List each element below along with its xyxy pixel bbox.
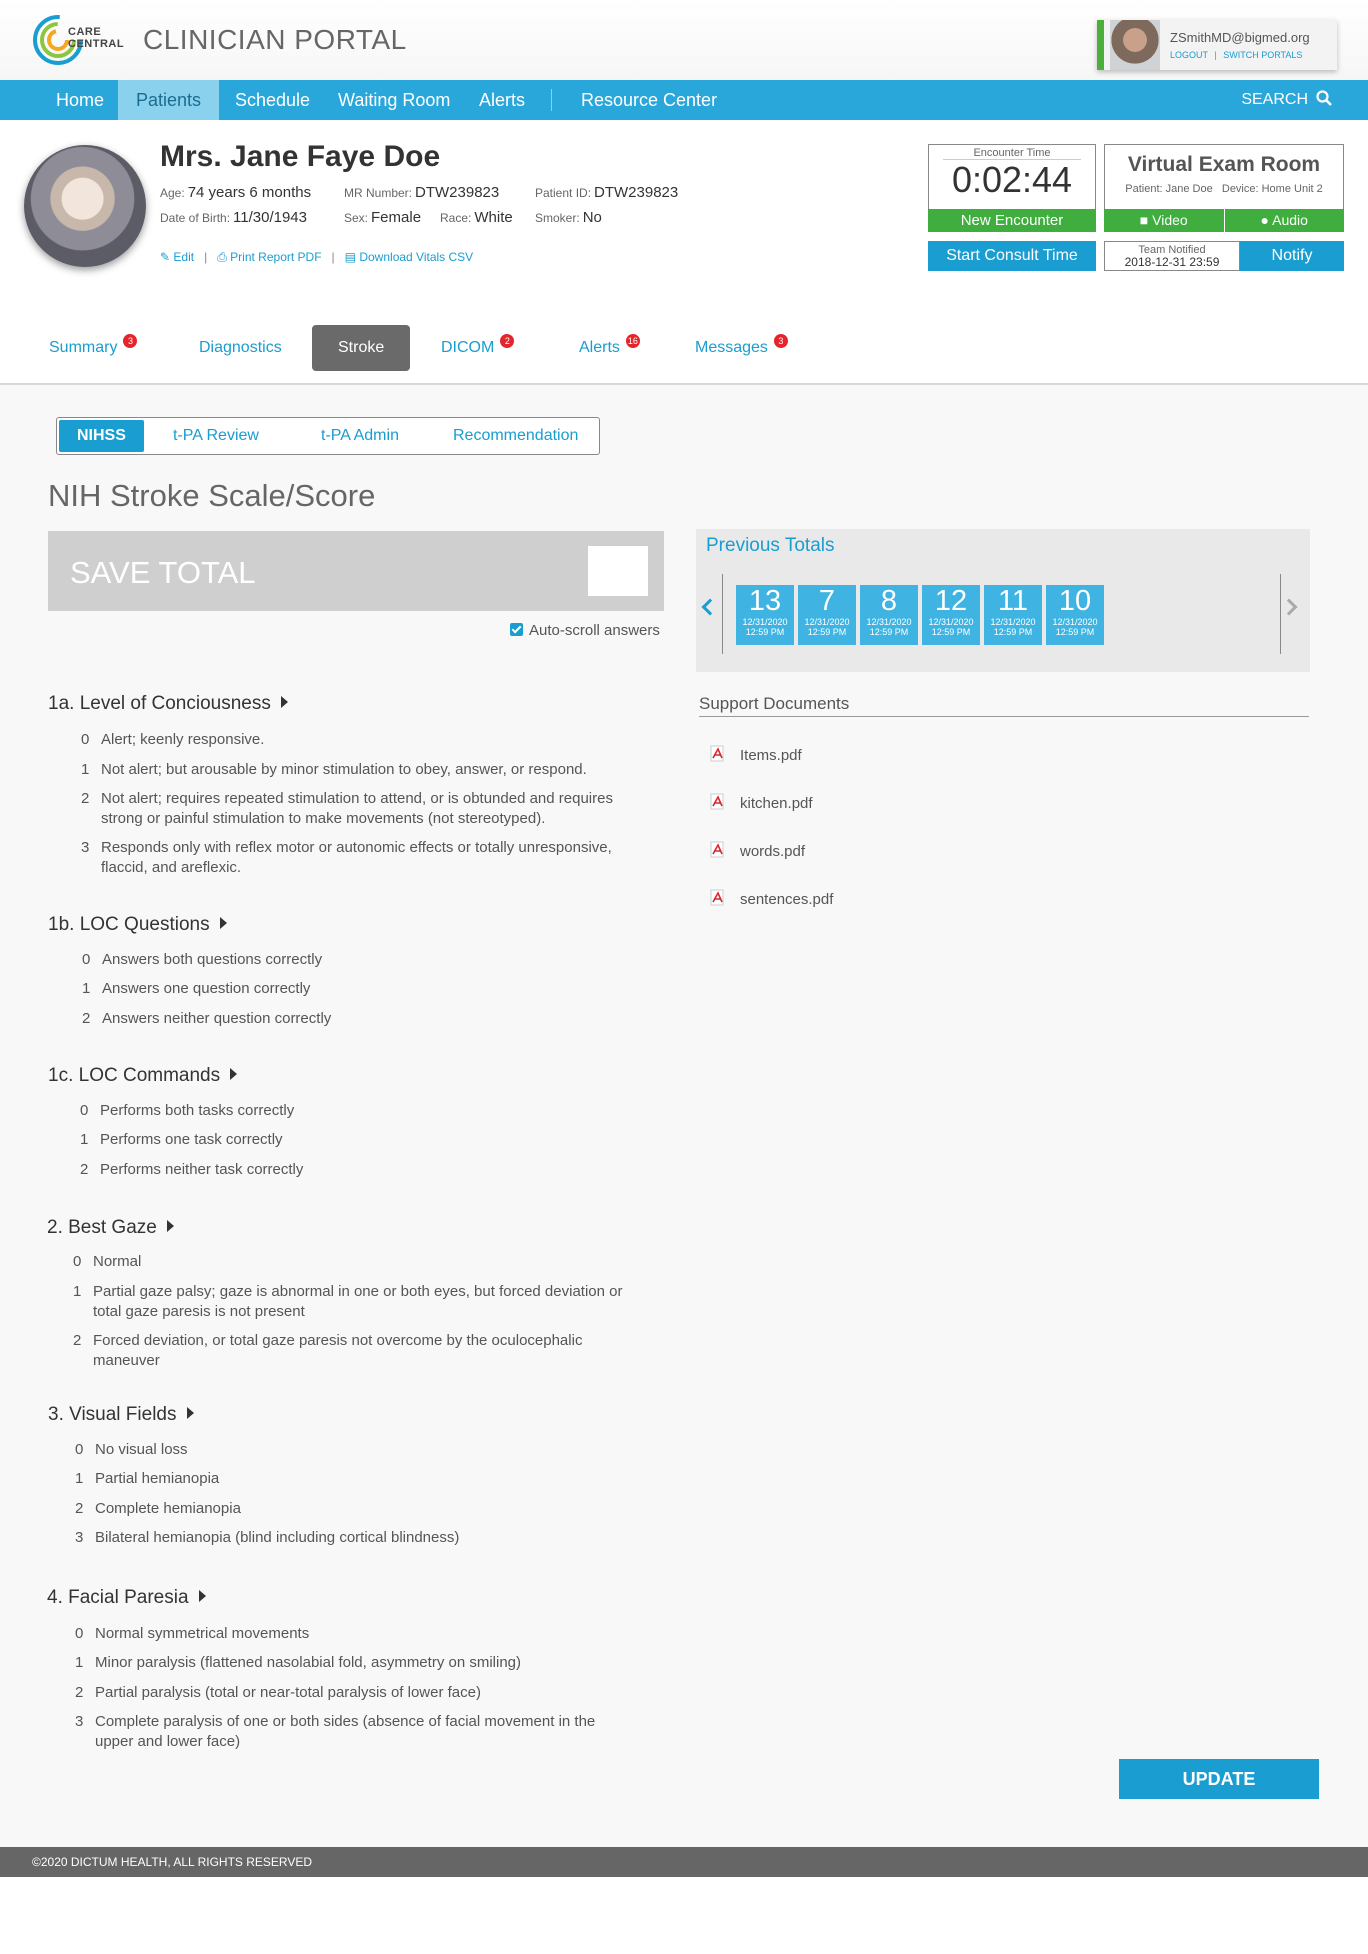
option-text: Performs neither task correctly (100, 1161, 304, 1178)
smoker-value: No (582, 209, 602, 226)
race-label: Race: (440, 211, 472, 225)
tab-stroke-label: Stroke (338, 339, 385, 356)
question-3-option[interactable] (75, 1499, 635, 1519)
download-vitals-link[interactable] (345, 250, 474, 264)
total-time: 12:59 PM (745, 627, 785, 637)
total-date: 12/31/2020 (990, 617, 1036, 627)
logo-text (68, 26, 124, 50)
question-1a-title[interactable] (48, 693, 288, 715)
file-icon: ▤ (344, 250, 356, 264)
search-button[interactable] (1241, 80, 1332, 120)
question-4-label: 4. Facial Paresia (47, 1587, 189, 1608)
new-encounter-button[interactable]: New Encounter (928, 209, 1096, 232)
print-label: Print Report PDF (230, 250, 322, 264)
previous-total-tile[interactable] (798, 585, 856, 645)
option-score: 3 (75, 1713, 84, 1730)
virtual-exam-buttons (1104, 209, 1344, 232)
audio-label: Audio (1272, 212, 1308, 228)
tab-alerts-label: Alerts (579, 339, 620, 356)
question-1b-label: 1b. LOC Questions (48, 914, 210, 935)
previous-totals-list (736, 585, 1108, 645)
patient-sex (344, 209, 421, 226)
encounter-timer (928, 144, 1096, 232)
encounter-label: Encounter Time (943, 147, 1081, 160)
tab-messages[interactable] (695, 325, 788, 371)
logout-link[interactable]: LOGOUT (1170, 50, 1208, 60)
option-score: 2 (73, 1332, 82, 1349)
question-4-option[interactable] (75, 1683, 635, 1703)
total-date: 12/31/2020 (804, 617, 850, 627)
user-email: ZSmithMD@bigmed.org (1170, 30, 1310, 45)
previous-total-tile[interactable] (922, 585, 980, 645)
option-text: Not alert; but arousable by minor stimulation to obey, answer, or respond. (101, 761, 587, 778)
question-1a-option[interactable] (81, 730, 641, 750)
patient-smoker (535, 209, 602, 226)
previous-total-tile[interactable] (736, 585, 794, 645)
tab-dicom-label: DICOM (441, 339, 495, 356)
question-3-option[interactable] (75, 1440, 635, 1460)
user-links: LOGOUT | SWITCH PORTALS (1170, 50, 1303, 60)
nav-waiting-room[interactable]: Waiting Room (338, 90, 451, 110)
messages-badge: 3 (774, 334, 788, 348)
total-value: 13 (748, 585, 782, 617)
main-nav (0, 80, 1368, 120)
total-time: 12:59 PM (993, 627, 1033, 637)
question-1a-option[interactable] (81, 789, 641, 829)
total-time: 12:59 PM (869, 627, 909, 637)
save-total-label: SAVE TOTAL (70, 555, 256, 590)
tab-summary[interactable] (49, 325, 137, 371)
question-1a-option[interactable] (81, 838, 641, 878)
total-time: 12:59 PM (807, 627, 847, 637)
question-1c-option[interactable] (80, 1130, 640, 1150)
patient-photo (24, 145, 146, 267)
total-value: 10 (1058, 585, 1092, 617)
caret-right-icon (281, 696, 288, 708)
video-button[interactable] (1104, 209, 1225, 232)
subtab-tpa-review[interactable]: t-PA Review (173, 427, 259, 444)
search-label: SEARCH (1241, 91, 1308, 108)
nav-resource-center[interactable]: Resource Center (581, 90, 718, 110)
pid-value: DTW239823 (594, 184, 679, 201)
switch-portals-link[interactable]: SWITCH PORTALS (1223, 50, 1303, 60)
tab-diagnostics[interactable] (199, 325, 282, 371)
subtab-tpa-admin[interactable]: t-PA Admin (321, 427, 399, 444)
patient-dob (160, 209, 307, 226)
print-report-link[interactable] (217, 250, 321, 264)
pdf-icon (710, 793, 726, 810)
total-value: 8 (880, 585, 898, 617)
option-score: 0 (75, 1625, 84, 1642)
user-menu[interactable] (1097, 20, 1337, 70)
previous-totals-title: Previous Totals (706, 535, 835, 556)
previous-total-tile[interactable] (1046, 585, 1104, 645)
carousel-divider (722, 574, 723, 654)
chevron-right-icon[interactable] (1281, 599, 1298, 616)
patient-mr-number (344, 184, 499, 201)
question-1a-option[interactable] (81, 760, 641, 780)
option-text: Minor paralysis (flattened nasolabial fold, asymmetry on smiling) (95, 1654, 522, 1671)
virtual-device: Device: Home Unit 2 (1221, 183, 1323, 195)
option-score: 1 (81, 761, 90, 778)
caret-right-icon (199, 1590, 206, 1602)
age-value: 74 years 6 months (187, 184, 312, 201)
nav-divider (551, 89, 552, 111)
summary-badge: 3 (123, 334, 137, 348)
total-time: 12:59 PM (931, 627, 971, 637)
option-score: 2 (81, 790, 90, 807)
notify-button[interactable]: Notify (1240, 241, 1344, 271)
total-date: 12/31/2020 (866, 617, 912, 627)
option-score: 0 (81, 731, 90, 748)
download-label: Download Vitals CSV (359, 250, 474, 264)
question-1b-option[interactable] (82, 950, 642, 970)
option-score: 0 (73, 1253, 82, 1270)
option-text: Responds only with reflex motor or autonomic effects or totally unresponsive, flaccid, and areflexic. (101, 839, 612, 876)
video-label: Video (1152, 212, 1188, 228)
option-score: 0 (80, 1102, 89, 1119)
question-2-title[interactable] (47, 1217, 174, 1239)
patient-id (535, 184, 678, 201)
pid-label: Patient ID: (535, 186, 592, 200)
pencil-icon: ✎ (160, 250, 171, 264)
option-score: 2 (75, 1684, 84, 1701)
nav-patients[interactable]: Patients (118, 80, 219, 120)
option-text: Normal symmetrical movements (95, 1625, 310, 1642)
start-consult-button[interactable]: Start Consult Time (928, 241, 1096, 271)
logo-line-2: CENTRAL (68, 38, 125, 50)
dicom-badge: 2 (500, 334, 514, 348)
option-text: Performs both tasks correctly (100, 1102, 295, 1119)
nav-alerts[interactable]: Alerts (479, 90, 526, 110)
top-bar (0, 0, 1368, 80)
caret-right-icon (167, 1220, 174, 1232)
update-button[interactable]: UPDATE (1119, 1759, 1319, 1799)
smoker-label: Smoker: (535, 211, 580, 225)
stroke-subtabs (56, 417, 600, 455)
option-text: Complete paralysis of one or both sides (absence of facial movement in the upper and lower face) (95, 1713, 596, 1750)
question-1b-option[interactable] (82, 979, 642, 999)
question-1c-option[interactable] (80, 1101, 640, 1121)
option-score: 1 (80, 1131, 89, 1148)
option-score: 1 (82, 980, 91, 997)
patient-race (440, 209, 513, 226)
caret-right-icon (230, 1068, 237, 1080)
question-2-option[interactable] (73, 1331, 633, 1371)
question-3-option[interactable] (75, 1528, 635, 1548)
caret-right-icon (187, 1407, 194, 1419)
question-2-label: 2. Best Gaze (47, 1217, 157, 1238)
save-total-button[interactable] (48, 531, 664, 611)
option-text: Bilateral hemianopia (blind including cortical blindness) (95, 1529, 460, 1546)
video-icon: ■ (1139, 212, 1149, 228)
virtual-exam-info (1105, 183, 1343, 195)
support-documents-title: Support Documents (699, 694, 1309, 717)
previous-total-tile[interactable] (984, 585, 1042, 645)
sex-label: Sex: (344, 211, 369, 225)
portal-title: CLINICIAN PORTAL (143, 24, 407, 55)
option-text: No visual loss (95, 1441, 188, 1458)
question-4-option[interactable] (75, 1712, 635, 1752)
document-name: Items.pdf (740, 747, 802, 764)
question-1c-title[interactable] (48, 1065, 237, 1087)
question-4-option[interactable] (75, 1624, 635, 1644)
total-score-field[interactable] (588, 546, 648, 596)
option-text: Partial hemianopia (95, 1470, 220, 1487)
option-score: 0 (75, 1441, 84, 1458)
option-score: 3 (81, 839, 90, 856)
tab-alerts[interactable] (579, 325, 640, 371)
microphone-icon: ● (1260, 212, 1270, 228)
checkbox-checked-icon (510, 623, 523, 636)
logo-line-1: CARE (68, 26, 102, 38)
option-score: 1 (73, 1283, 82, 1300)
nav-home[interactable]: Home (56, 90, 105, 110)
option-text: Performs one task correctly (100, 1131, 283, 1148)
edit-link[interactable] (160, 250, 194, 264)
option-score: 2 (80, 1161, 89, 1178)
subtab-recommendation[interactable]: Recommendation (453, 427, 579, 444)
total-date: 12/31/2020 (928, 617, 974, 627)
option-text: Forced deviation, or total gaze paresis not overcome by the oculocephalic maneuver (93, 1332, 583, 1369)
total-date: 12/31/2020 (742, 617, 788, 627)
question-1b-title[interactable] (48, 914, 227, 936)
option-text: Not alert; requires repeated stimulation to attend, or is obtunded and requires strong or painful stimulation to make movements (not stereotyped). (101, 790, 613, 827)
total-time: 12:59 PM (1055, 627, 1095, 637)
alerts-badge: 16 (627, 336, 638, 346)
virtual-exam-title: Virtual Exam Room (1127, 153, 1321, 176)
question-3-label: 3. Visual Fields (48, 1404, 177, 1425)
total-value: 12 (934, 585, 968, 617)
user-avatar (1110, 20, 1160, 70)
document-name: kitchen.pdf (740, 795, 813, 812)
document-name: words.pdf (740, 843, 806, 860)
option-text: Answers both questions correctly (102, 951, 323, 968)
total-value: 11 (997, 585, 1029, 617)
dob-label: Date of Birth: (160, 211, 231, 225)
team-notified-value: 2018-12-31 23:59 (1124, 255, 1220, 269)
option-score: 2 (82, 1010, 91, 1027)
caret-right-icon (220, 917, 227, 929)
mr-value: DTW239823 (415, 184, 500, 201)
patient-name: Mrs. Jane Faye Doe (160, 140, 441, 173)
page-title: NIH Stroke Scale/Score (48, 478, 376, 513)
option-score: 0 (82, 951, 91, 968)
mr-label: MR Number: (344, 186, 413, 200)
option-text: Alert; keenly responsive. (101, 731, 265, 748)
tab-stroke[interactable] (312, 325, 410, 371)
edit-label: Edit (173, 250, 195, 264)
option-score: 3 (75, 1529, 84, 1546)
carousel-divider (1280, 574, 1281, 654)
virtual-exam-room (1104, 144, 1344, 232)
pdf-icon (710, 889, 726, 906)
document-name: sentences.pdf (740, 891, 834, 908)
question-3-title[interactable] (48, 1404, 194, 1426)
pdf-icon (710, 745, 726, 762)
team-notified-label: Team Notified (1138, 244, 1206, 256)
question-2-option[interactable] (73, 1252, 633, 1272)
patient-actions: ✎ Edit | ⎙ Print Report PDF | ▤ Download Vitals CSV (160, 250, 474, 264)
search-icon (1316, 90, 1332, 106)
tab-summary-label: Summary (49, 339, 118, 356)
age-label: Age: (160, 186, 185, 200)
chevron-left-icon[interactable] (702, 599, 719, 616)
question-1c-option[interactable] (80, 1160, 640, 1180)
nav-schedule[interactable]: Schedule (235, 90, 311, 110)
question-3-option[interactable] (75, 1469, 635, 1489)
option-score: 2 (75, 1500, 84, 1517)
previous-totals-panel (696, 529, 1310, 672)
printer-icon: ⎙ (217, 250, 227, 264)
footer: ©2020 DICTUM HEALTH, ALL RIGHTS RESERVED (0, 1847, 1368, 1877)
race-value: White (474, 209, 513, 226)
subtab-nihss[interactable]: NIHSS (59, 420, 144, 452)
question-4-option[interactable] (75, 1653, 635, 1673)
question-1b-option[interactable] (82, 1009, 642, 1029)
option-text: Answers neither question correctly (102, 1010, 332, 1027)
total-value: 7 (818, 585, 836, 617)
option-text: Answers one question correctly (102, 980, 311, 997)
pdf-icon (710, 841, 726, 858)
tab-messages-label: Messages (695, 339, 768, 356)
question-4-title[interactable] (47, 1587, 206, 1609)
document-link[interactable] (710, 745, 802, 764)
question-2-option[interactable] (73, 1282, 633, 1322)
document-link[interactable] (710, 841, 805, 860)
autoscroll-checkbox[interactable] (510, 622, 660, 639)
encounter-time: 0:02:44 (951, 159, 1073, 200)
patient-tabs (0, 325, 1368, 385)
option-text: Complete hemianopia (95, 1500, 241, 1517)
document-link[interactable] (710, 793, 813, 812)
audio-button[interactable] (1225, 209, 1345, 232)
team-notified (1104, 241, 1240, 271)
document-link[interactable] (710, 889, 833, 908)
virtual-patient: Patient: Jane Doe (1125, 183, 1213, 195)
tab-dicom[interactable] (441, 325, 514, 371)
autoscroll-label: Auto-scroll answers (529, 622, 660, 639)
question-1a-label: 1a. Level of Conciousness (48, 693, 271, 714)
sex-value: Female (371, 209, 422, 226)
dob-value: 11/30/1943 (233, 209, 307, 226)
question-1c-label: 1c. LOC Commands (48, 1065, 221, 1086)
option-text: Normal (93, 1253, 142, 1270)
option-score: 1 (75, 1654, 84, 1671)
patient-age (160, 184, 311, 201)
option-text: Partial paralysis (total or near-total paralysis of lower face) (95, 1684, 481, 1701)
tab-diagnostics-label: Diagnostics (199, 339, 282, 356)
option-text: Partial gaze palsy; gaze is abnormal in one or both eyes, but forced deviation or total gaze paresis is not present (93, 1283, 623, 1320)
previous-total-tile[interactable] (860, 585, 918, 645)
total-date: 12/31/2020 (1052, 617, 1098, 627)
option-score: 1 (75, 1470, 84, 1487)
